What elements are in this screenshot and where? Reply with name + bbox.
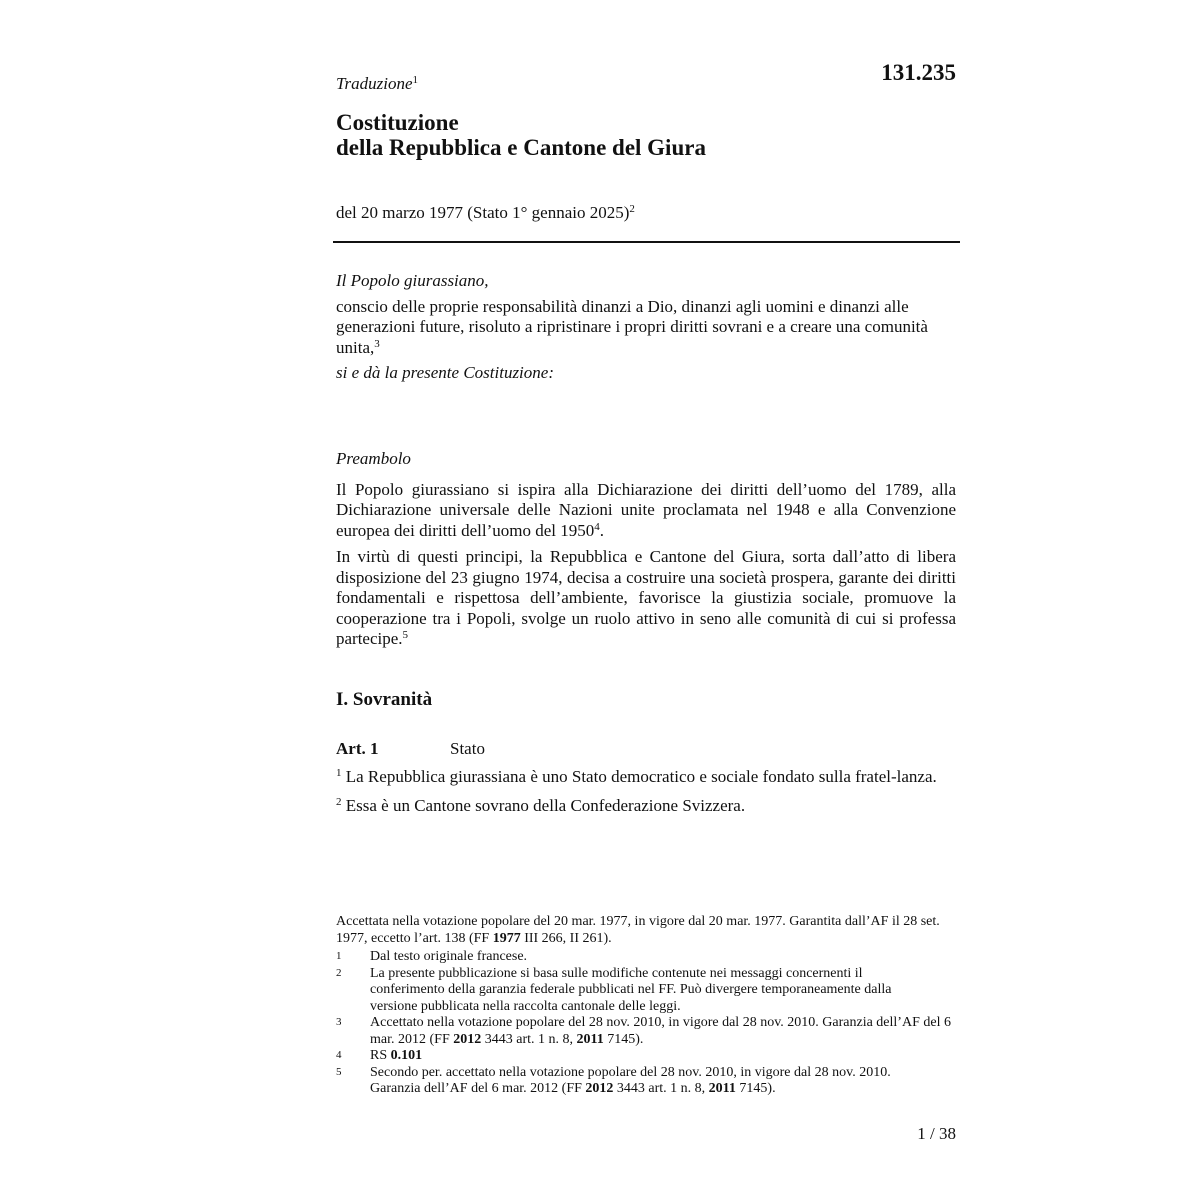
footnote-text-part: 3443 art. 1 n. 8, xyxy=(481,1031,577,1047)
article-number: Art. 1 xyxy=(336,739,379,758)
preamble-p1-end: . xyxy=(599,520,604,540)
article-paragraph-2-text: Essa è un Cantone sovrano della Confederazione Svizzera. xyxy=(345,795,746,815)
article-title: Stato xyxy=(450,739,485,758)
footnote-text-bold: 2012 xyxy=(585,1081,614,1096)
footnote-text-bold: 2012 xyxy=(453,1031,482,1047)
footnote-text-bold: 0.101 xyxy=(390,1048,423,1063)
intro-block xyxy=(336,271,956,384)
document-title xyxy=(336,110,706,160)
footnote-text-bold: 2011 xyxy=(576,1031,604,1047)
intro-people: Il Popolo giurassiano, xyxy=(336,271,489,290)
footnote-item xyxy=(336,966,960,1016)
intro-closing: si e dà la presente Costituzione: xyxy=(336,363,554,382)
footnote-text-part: Accettato nella votazione popolare del 28 nov. 2010, in vigore dal 28 nov. 2010. Garanzia dell’AF del 6 mar. 2012 (FF xyxy=(370,1015,951,1047)
preamble-heading: Preambolo xyxy=(336,449,411,468)
date-line xyxy=(336,203,635,223)
page-number: 1 / 38 xyxy=(917,1124,956,1143)
footnote-intro-bold: 1977 xyxy=(492,930,521,946)
footnote-text-part: 7145). xyxy=(735,1081,776,1096)
intro-text xyxy=(336,297,936,359)
sr-number: 131.235 xyxy=(881,60,956,85)
footnote-text xyxy=(370,1065,960,1098)
footnote-ref[interactable]: 1 xyxy=(412,74,419,86)
footnote-ref[interactable]: 4 xyxy=(594,520,600,533)
footnote-ref[interactable]: 5 xyxy=(402,629,409,641)
intro-text-body: conscio delle proprie responsabilità dinanzi a Dio, dinanzi agli uomini e dinanzi alle generazioni future, risoluto a ripristinare i propri diritti sovrani e a creare una comunità unita, xyxy=(336,296,928,357)
translation-label xyxy=(336,74,418,94)
translation-label-text: Traduzione xyxy=(336,74,413,93)
footnote-item xyxy=(336,1015,960,1048)
footnote-text-bold: 2011 xyxy=(708,1081,736,1096)
footnote-intro-text: Accettata nella votazione popolare del 20 mar. 1977, in vigore dal 20 mar. 1977. Garantita dall’AF il 28 set. 1977, eccetto l’art. 138 (FF xyxy=(336,914,940,946)
preamble-p2-text: In virtù di questi principi, la Repubblica e Cantone del Giura, sorta dall’atto di libera disposizione del 23 giugno 1974, decisa a costruire una società prospera, garante dei diritti fondamentali e rispettosa dell’ambiente, favorisce la giustizia sociale, promuove la cooperazione tra i Popoli, svolge un ruolo attivo in seno alle comunità di cui si professa partecipe. xyxy=(336,547,956,648)
footnote-ref[interactable]: 2 xyxy=(629,203,635,215)
article-paragraph-1-text: La Repubblica giurassiana è uno Stato democratico e sociale fondato sulla fratel-lanza. xyxy=(345,767,937,786)
footnote-mark: 5 xyxy=(336,1065,342,1078)
article-1-body xyxy=(336,767,956,816)
footnotes xyxy=(336,914,960,1098)
preamble-paragraph-2 xyxy=(336,547,956,650)
footnote-intro-text-end: III 266, II 261). xyxy=(520,930,612,946)
footnote-intro xyxy=(336,914,960,947)
footnote-mark: 3 xyxy=(336,1016,342,1028)
paragraph-number: 1 xyxy=(336,767,342,779)
footnote-ref[interactable]: 3 xyxy=(374,337,380,350)
footnote-text: Dal testo originale francese. xyxy=(370,949,528,964)
preamble-paragraph-1 xyxy=(336,480,956,542)
date-line-text: del 20 marzo 1977 (Stato 1° gennaio 2025) xyxy=(336,203,630,222)
title-line-1: Costituzione xyxy=(336,110,459,135)
header-divider xyxy=(333,241,960,243)
footnote-text-part: Secondo per. accettato nella votazione popolare del 28 nov. 2010, in vigore dal 28 nov. 2010. Garanzia dell’AF del 6 mar. 2012 (FF xyxy=(370,1064,891,1096)
paragraph-number: 2 xyxy=(336,795,342,808)
preamble-p1-text: Il Popolo giurassiano si ispira alla Dichiarazione dei diritti dell’uomo del 1789, alla Dichiarazione universale delle Nazioni unite proclamata nel 1948 e alla Convenzione europea dei diritti dell’uomo del 1950 xyxy=(336,479,956,540)
footnote-text-part: RS xyxy=(370,1048,391,1063)
footnote-item xyxy=(336,949,960,966)
title-line-2: della Repubblica e Cantone del Giura xyxy=(336,135,706,160)
article-paragraph-1 xyxy=(336,767,956,788)
footnote-mark: 1 xyxy=(336,950,342,962)
section-heading: I. Sovranità xyxy=(336,689,433,710)
footnote-mark: 4 xyxy=(336,1049,342,1061)
article-paragraph-2 xyxy=(336,796,956,817)
footnote-item xyxy=(336,1065,960,1098)
footnote-text-part: 3443 art. 1 n. 8, xyxy=(613,1081,709,1096)
footnote-text: La presente pubblicazione si basa sulle modifiche contenute nei messaggi concernenti il conferimento della garanzia federale pubblicati nel FF. Può divergere temporaneamente dalla versione pubblicata nella raccolta cantonale delle leggi. xyxy=(370,965,892,1014)
preamble-block xyxy=(336,449,956,650)
footnote-mark: 2 xyxy=(336,966,342,979)
footnote-text xyxy=(370,1048,960,1065)
footnote-text-part: 7145). xyxy=(603,1031,644,1047)
footnote-text xyxy=(370,1015,960,1048)
footnote-item xyxy=(336,1048,960,1065)
